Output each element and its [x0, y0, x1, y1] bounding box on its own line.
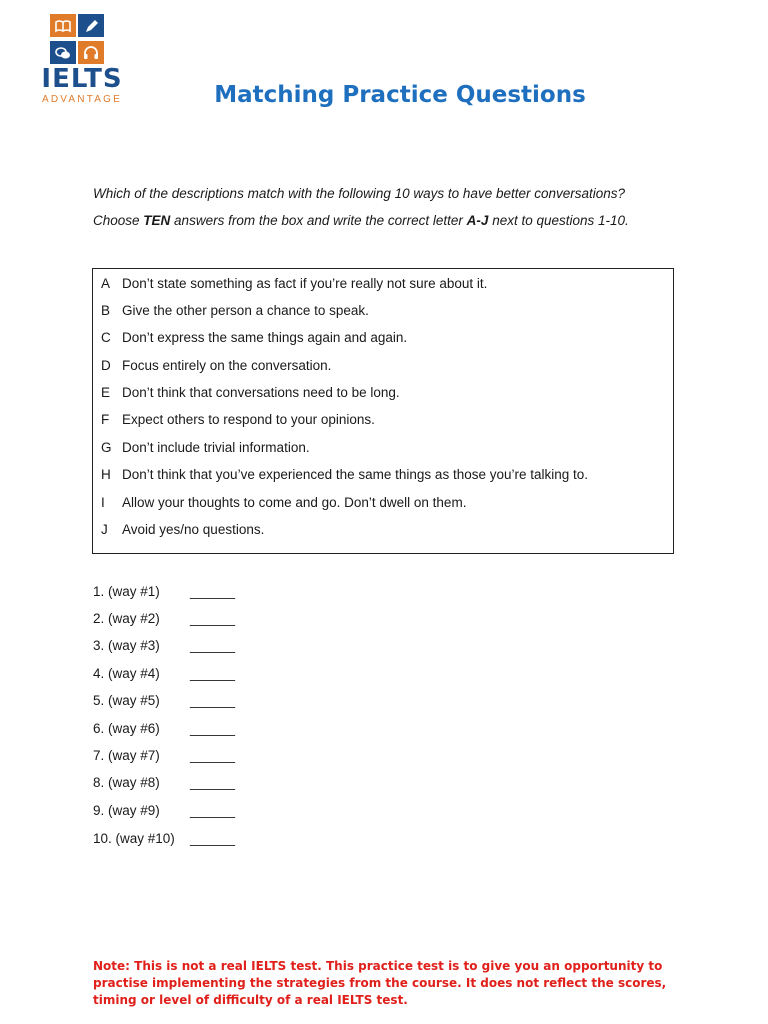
option-text: Don’t state something as fact if you’re really not sure about it.: [122, 276, 488, 291]
option-letter: H: [101, 467, 111, 482]
option-text: Expect others to respond to your opinions.: [122, 412, 375, 427]
answer-blank[interactable]: ______: [190, 666, 236, 681]
option-item: [101, 329, 407, 347]
option-text: Allow your thoughts to come and go. Don’t dwell on them.: [122, 495, 467, 510]
option-letter: F: [101, 412, 110, 427]
book-icon: [50, 14, 76, 37]
option-letter: D: [101, 358, 111, 373]
option-item: [101, 439, 310, 457]
question-item: [93, 774, 235, 792]
option-text: Avoid yes/no questions.: [122, 522, 265, 537]
question-item: [93, 720, 235, 738]
question-label: 8. (way #8): [93, 775, 160, 790]
question-label: 4. (way #4): [93, 666, 160, 681]
answer-blank[interactable]: ______: [190, 803, 236, 818]
speech-bubbles-icon: [50, 41, 76, 64]
page-title: Matching Practice Questions: [214, 82, 586, 108]
question-label: 2. (way #2): [93, 611, 160, 626]
option-letter: B: [101, 303, 111, 318]
option-text: Don’t think that you’ve experienced the same things as those you’re talking to.: [122, 467, 589, 482]
answer-blank[interactable]: ______: [190, 775, 236, 790]
question-label: 5. (way #5): [93, 693, 160, 708]
option-text: Give the other person a chance to speak.: [122, 303, 369, 318]
logo-icon-grid: [48, 14, 106, 66]
answer-blank[interactable]: ______: [190, 638, 236, 653]
question-label: 7. (way #7): [93, 748, 160, 763]
options-box: [92, 268, 674, 554]
option-letter: A: [101, 276, 111, 291]
answer-blank[interactable]: ______: [190, 611, 236, 626]
option-text: Don’t express the same things again and again.: [122, 330, 408, 345]
instruction-line-2: Choose TEN answers from the box and write the correct letter A-J next to questions 1-10.: [93, 213, 629, 228]
option-item: [101, 302, 369, 320]
question-item: [93, 802, 235, 820]
option-item: [101, 275, 487, 293]
pen-icon: [78, 14, 104, 37]
question-item: [93, 747, 235, 765]
instruction-emphasis-ten: TEN: [143, 213, 171, 228]
option-item: [101, 494, 466, 512]
instruction-emphasis-range: A-J: [466, 213, 489, 228]
question-item: [93, 610, 235, 628]
option-letter: G: [101, 440, 112, 455]
option-item: [101, 521, 264, 539]
question-label: 9. (way #9): [93, 803, 160, 818]
option-letter: I: [101, 495, 105, 510]
question-item: [93, 583, 235, 601]
option-text: Focus entirely on the conversation.: [122, 358, 332, 373]
answer-blank[interactable]: ______: [190, 831, 236, 846]
option-letter: E: [101, 385, 111, 400]
question-label: 6. (way #6): [93, 721, 160, 736]
disclaimer-note: Note: This is not a real IELTS test. This practice test is to give you an opportunity to practise implementing the strategies from the course. It does not reflect the scores, timing or level of difficulty of a real IELTS test.: [93, 959, 667, 1007]
question-label: 10. (way #10): [93, 831, 175, 846]
option-text: Don’t think that conversations need to be long.: [122, 385, 400, 400]
option-letter: J: [101, 522, 108, 537]
instruction-line-1: Which of the descriptions match with the following 10 ways to have better conversations?: [93, 186, 626, 201]
question-item: [93, 665, 235, 683]
option-item: [101, 466, 588, 484]
question-item: [93, 692, 235, 710]
answer-blank[interactable]: ______: [190, 721, 236, 736]
answer-blank[interactable]: ______: [190, 584, 236, 599]
option-letter: C: [101, 330, 111, 345]
option-text: Don’t include trivial information.: [122, 440, 310, 455]
question-label: 3. (way #3): [93, 638, 160, 653]
question-item: [93, 830, 235, 848]
headphones-icon: [78, 41, 104, 64]
option-item: [101, 384, 400, 402]
option-item: [101, 411, 375, 429]
logo-wordmark: IELTS: [41, 64, 123, 94]
logo-subtitle: ADVANTAGE: [42, 94, 122, 105]
question-item: [93, 637, 235, 655]
answer-blank[interactable]: ______: [190, 693, 236, 708]
ielts-advantage-logo: [34, 14, 130, 104]
answer-blank[interactable]: ______: [190, 748, 236, 763]
question-label: 1. (way #1): [93, 584, 160, 599]
option-item: [101, 357, 331, 375]
